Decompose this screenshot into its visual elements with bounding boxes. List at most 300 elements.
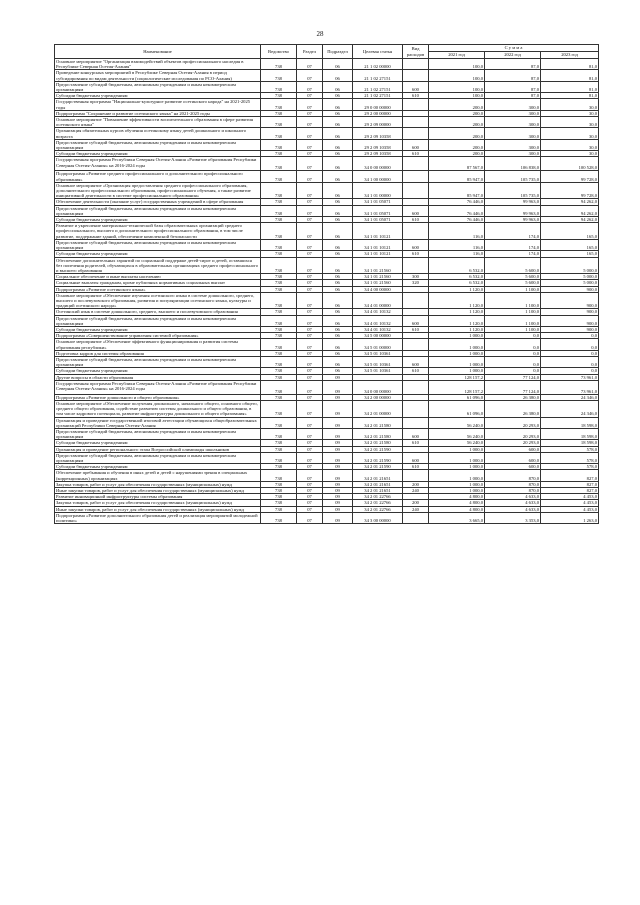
row-2021-cell: 1 120,0 xyxy=(429,292,485,309)
row-vedomstvo-cell: 738 xyxy=(261,274,297,280)
row-target-article-cell: 34 5 01 00000 xyxy=(353,339,403,350)
row-2022-cell: 99 963,0 xyxy=(485,217,541,223)
row-expense-type-cell: 600 xyxy=(403,356,429,367)
row-2021-cell: 128 157,2 xyxy=(429,374,485,380)
row-target-article-cell: 34 5 01 10361 xyxy=(353,350,403,356)
row-2022-cell: 870,0 xyxy=(485,481,541,487)
row-name-cell: Подпрограмма «Развитие осетинского языка» xyxy=(55,286,261,292)
row-2023-cell: 165,0 xyxy=(541,223,599,240)
row-2021-cell: 200,0 xyxy=(429,151,485,157)
row-razdel-cell: 07 xyxy=(297,488,323,494)
row-razdel-cell: 07 xyxy=(297,394,323,400)
row-2023-cell: 827,0 xyxy=(541,470,599,481)
row-expense-type-cell: 200 xyxy=(403,500,429,506)
row-2023-cell: 827,0 xyxy=(541,481,599,487)
row-2021-cell: 1 000,0 xyxy=(429,356,485,367)
row-2021-cell: 200,0 xyxy=(429,117,485,128)
row-target-article-cell: 34 0 00 00000 xyxy=(353,157,403,171)
row-2021-cell: 6 532,0 xyxy=(429,280,485,286)
header-year-2021: 2021 год xyxy=(429,52,485,59)
row-2021-cell: 1 000,0 xyxy=(429,470,485,481)
row-2023-cell: 1 263,0 xyxy=(541,512,599,523)
row-target-article-cell: 34 4 01 00000 xyxy=(353,292,403,309)
header-target-article: Целевая статья xyxy=(353,45,403,59)
row-2023-cell: 30,0 xyxy=(541,139,599,150)
row-vedomstvo-cell: 738 xyxy=(261,494,297,500)
row-expense-type-cell xyxy=(403,223,429,240)
row-2023-cell: 0,0 xyxy=(541,356,599,367)
table-row xyxy=(55,292,599,309)
row-razdel-cell: 07 xyxy=(297,257,323,274)
row-2022-cell: 0,0 xyxy=(485,333,541,339)
table-row xyxy=(55,128,599,139)
row-name-cell: Государственная программа "Национально-культурное развитие осетинского народа" на 2021-2025 годы xyxy=(55,99,261,110)
header-podrazdel: Подраздел xyxy=(323,45,353,59)
table-row xyxy=(55,315,599,326)
row-target-article-cell: 34 2 01 21580 xyxy=(353,428,403,439)
row-2022-cell: 26 380,0 xyxy=(485,394,541,400)
row-expense-type-cell: 300 xyxy=(403,274,429,280)
row-name-cell: Субсидии бюджетным учреждениям xyxy=(55,326,261,332)
row-2022-cell: 174,0 xyxy=(485,239,541,250)
row-razdel-cell: 07 xyxy=(297,128,323,139)
row-name-cell: Предоставление субсидий бюджетным, автономным учреждениям и иным некоммерческим организациям xyxy=(55,356,261,367)
table-row xyxy=(55,139,599,150)
row-razdel-cell: 07 xyxy=(297,81,323,92)
row-podrazdel-cell: 06 xyxy=(323,251,353,257)
row-expense-type-cell: 600 xyxy=(403,315,429,326)
row-podrazdel-cell: 09 xyxy=(323,481,353,487)
row-razdel-cell: 07 xyxy=(297,506,323,512)
row-razdel-cell: 07 xyxy=(297,151,323,157)
row-podrazdel-cell: 06 xyxy=(323,110,353,116)
row-2022-cell: 0,0 xyxy=(485,368,541,374)
row-razdel-cell: 07 xyxy=(297,339,323,350)
row-vedomstvo-cell: 738 xyxy=(261,128,297,139)
row-2022-cell: 87,0 xyxy=(485,81,541,92)
row-2022-cell: 87,0 xyxy=(485,70,541,81)
row-target-article-cell: 34 3 00 00000 xyxy=(353,512,403,523)
row-2022-cell: 300,0 xyxy=(485,128,541,139)
row-razdel-cell: 07 xyxy=(297,428,323,439)
row-2023-cell: 900,0 xyxy=(541,315,599,326)
row-2022-cell: 5 600,0 xyxy=(485,280,541,286)
row-razdel-cell: 07 xyxy=(297,99,323,110)
row-2021-cell: 1 000,0 xyxy=(429,350,485,356)
row-vedomstvo-cell: 738 xyxy=(261,239,297,250)
row-2023-cell: 0,0 xyxy=(541,339,599,350)
row-2022-cell: 4 633,0 xyxy=(485,506,541,512)
row-expense-type-cell: 200 xyxy=(403,481,429,487)
row-vedomstvo-cell: 738 xyxy=(261,488,297,494)
table-row xyxy=(55,171,599,182)
row-target-article-cell: 21 1 02 27151 xyxy=(353,81,403,92)
row-expense-type-cell: 600 xyxy=(403,81,429,92)
row-expense-type-cell: 610 xyxy=(403,217,429,223)
row-target-article-cell: 34 1 01 10121 xyxy=(353,251,403,257)
row-name-cell: Подготовка кадров для системы образования xyxy=(55,350,261,356)
row-name-cell: Развитие инновационной инфраструктуры системы образования xyxy=(55,494,261,500)
row-2023-cell: 30,0 xyxy=(541,117,599,128)
row-target-article-cell: 34 2 01 21590 xyxy=(353,446,403,452)
row-expense-type-cell xyxy=(403,99,429,110)
row-podrazdel-cell: 06 xyxy=(323,257,353,274)
row-vedomstvo-cell: 738 xyxy=(261,309,297,315)
row-podrazdel-cell: 09 xyxy=(323,428,353,439)
row-2022-cell: 5 600,0 xyxy=(485,274,541,280)
row-vedomstvo-cell: 738 xyxy=(261,93,297,99)
row-2023-cell: 578,0 xyxy=(541,446,599,452)
row-target-article-cell: 34 1 01 00000 xyxy=(353,182,403,199)
row-name-cell: Основное мероприятие «Обеспечение получения дошкольного, начального общего, основного общего, среднего общего образования, содействие развитию системы дошкольного и общего образования, в том числе кадрового потенциала, развитие инфраструктуры дошкольного и общего образования» xyxy=(55,400,261,417)
header-vedomstvo: Ведомство xyxy=(261,45,297,59)
row-2022-cell: 174,0 xyxy=(485,251,541,257)
row-target-article-cell: 34 2 01 21651 xyxy=(353,481,403,487)
row-podrazdel-cell: 06 xyxy=(323,59,353,70)
row-razdel-cell: 07 xyxy=(297,512,323,523)
row-2021-cell: 3 665,0 xyxy=(429,512,485,523)
row-2021-cell: 1 000,0 xyxy=(429,464,485,470)
row-razdel-cell: 07 xyxy=(297,315,323,326)
row-vedomstvo-cell: 738 xyxy=(261,280,297,286)
budget-table xyxy=(54,44,599,524)
row-name-cell: Предоставление субсидий бюджетным, автономным учреждениям и иным некоммерческим организациям xyxy=(55,205,261,216)
row-2021-cell: 76 446,0 xyxy=(429,199,485,205)
row-target-article-cell: 34 1 01 10121 xyxy=(353,239,403,250)
row-razdel-cell: 07 xyxy=(297,417,323,428)
row-vedomstvo-cell: 738 xyxy=(261,368,297,374)
row-2021-cell: 6 532,0 xyxy=(429,274,485,280)
row-expense-type-cell xyxy=(403,257,429,274)
row-razdel-cell: 07 xyxy=(297,356,323,367)
row-razdel-cell: 07 xyxy=(297,199,323,205)
row-expense-type-cell: 610 xyxy=(403,251,429,257)
row-target-article-cell: 34 2 01 21580 xyxy=(353,417,403,428)
row-vedomstvo-cell: 738 xyxy=(261,417,297,428)
row-razdel-cell: 07 xyxy=(297,239,323,250)
row-2021-cell: 87 567,0 xyxy=(429,157,485,171)
row-2023-cell: 0,0 xyxy=(541,350,599,356)
row-name-cell: Подпрограмма «Совершенствование управления системой образования» xyxy=(55,333,261,339)
row-target-article-cell: 29 2 09 10358 xyxy=(353,139,403,150)
row-2022-cell: 105 735,0 xyxy=(485,171,541,182)
row-2022-cell: 26 380,0 xyxy=(485,400,541,417)
row-name-cell: Подпрограмма «Развитие среднего профессионального и дополнительного профессионального образования» xyxy=(55,171,261,182)
row-target-article-cell: 34 1 01 21560 xyxy=(353,274,403,280)
row-target-article-cell: 29 0 00 00000 xyxy=(353,99,403,110)
row-vedomstvo-cell: 738 xyxy=(261,70,297,81)
row-2022-cell: 300,0 xyxy=(485,139,541,150)
row-name-cell: Основное мероприятие «Обеспечение эффективного функционирования и развития системы образования республики» xyxy=(55,339,261,350)
row-2021-cell: 1 000,0 xyxy=(429,452,485,463)
row-vedomstvo-cell: 738 xyxy=(261,171,297,182)
table-row xyxy=(55,239,599,250)
row-target-article-cell: 34 5 00 00000 xyxy=(353,333,403,339)
row-expense-type-cell: 240 xyxy=(403,506,429,512)
table-row xyxy=(55,59,599,70)
row-vedomstvo-cell: 738 xyxy=(261,356,297,367)
table-row xyxy=(55,417,599,428)
row-podrazdel-cell: 09 xyxy=(323,446,353,452)
row-podrazdel-cell: 06 xyxy=(323,205,353,216)
row-podrazdel-cell: 06 xyxy=(323,274,353,280)
row-target-article-cell: 34 5 01 10361 xyxy=(353,356,403,367)
row-expense-type-cell: 600 xyxy=(403,139,429,150)
row-2023-cell: 18 598,0 xyxy=(541,440,599,446)
row-2022-cell: 0,0 xyxy=(485,350,541,356)
row-razdel-cell: 07 xyxy=(297,59,323,70)
row-2021-cell: 128 157,2 xyxy=(429,380,485,394)
row-target-article-cell: 34 1 01 21560 xyxy=(353,257,403,274)
row-2022-cell: 20 293,0 xyxy=(485,417,541,428)
row-podrazdel-cell: 06 xyxy=(323,326,353,332)
row-vedomstvo-cell: 738 xyxy=(261,506,297,512)
table-body xyxy=(55,59,599,524)
row-2021-cell: 116,0 xyxy=(429,223,485,240)
row-podrazdel-cell: 06 xyxy=(323,309,353,315)
row-2023-cell: 94 262,0 xyxy=(541,217,599,223)
row-name-cell: Субсидии бюджетным учреждениям xyxy=(55,368,261,374)
row-expense-type-cell: 610 xyxy=(403,368,429,374)
row-vedomstvo-cell: 738 xyxy=(261,452,297,463)
row-2023-cell: 0,0 xyxy=(541,368,599,374)
row-2022-cell: 870,0 xyxy=(485,488,541,494)
row-target-article-cell: 29 2 09 00000 xyxy=(353,117,403,128)
row-razdel-cell: 07 xyxy=(297,117,323,128)
row-vedomstvo-cell: 738 xyxy=(261,315,297,326)
row-target-article-cell: 34 2 01 22766 xyxy=(353,500,403,506)
row-2023-cell: 4 453,0 xyxy=(541,500,599,506)
row-razdel-cell: 07 xyxy=(297,368,323,374)
row-2023-cell: 24 346,0 xyxy=(541,394,599,400)
row-2023-cell: 100 528,0 xyxy=(541,157,599,171)
row-target-article-cell: 34 0 00 00000 xyxy=(353,380,403,394)
row-vedomstvo-cell: 738 xyxy=(261,440,297,446)
row-name-cell: Предоставление субсидий бюджетным, автономным учреждениям и иным некоммерческим организациям xyxy=(55,239,261,250)
row-razdel-cell: 07 xyxy=(297,292,323,309)
row-name-cell: Другие вопросы в области образования xyxy=(55,374,261,380)
row-name-cell: Предоставление субсидий бюджетным, автономным учреждениям и иным некоммерческим организациям xyxy=(55,139,261,150)
row-2023-cell: 30,0 xyxy=(541,128,599,139)
row-razdel-cell: 07 xyxy=(297,374,323,380)
row-2021-cell: 1 000,0 xyxy=(429,368,485,374)
row-podrazdel-cell: 09 xyxy=(323,440,353,446)
row-podrazdel-cell: 09 xyxy=(323,512,353,523)
row-name-cell: Закупка товаров, работ и услуг для обеспечения государственных (муниципальных) нужд xyxy=(55,481,261,487)
row-2021-cell: 100,0 xyxy=(429,93,485,99)
row-2022-cell: 105 735,0 xyxy=(485,182,541,199)
row-vedomstvo-cell: 738 xyxy=(261,257,297,274)
row-vedomstvo-cell: 738 xyxy=(261,199,297,205)
row-podrazdel-cell: 06 xyxy=(323,223,353,240)
row-2023-cell: 99 728,0 xyxy=(541,171,599,182)
row-expense-type-cell: 610 xyxy=(403,151,429,157)
row-expense-type-cell xyxy=(403,182,429,199)
row-2022-cell: 20 293,0 xyxy=(485,428,541,439)
row-podrazdel-cell: 09 xyxy=(323,488,353,494)
row-name-cell: Иные закупки товаров, работ и услуг для обеспечения государственных (муниципальных) нужд xyxy=(55,488,261,494)
row-razdel-cell: 07 xyxy=(297,223,323,240)
row-name-cell: Обеспечение дополнительных гарантий по социальной поддержке детей-сирот и детей, оставшихся без попечения родителей, обучающихся в образовательных организациях среднего профессионального и высшего образования xyxy=(55,257,261,274)
row-name-cell: Субсидии бюджетным учреждениям xyxy=(55,251,261,257)
row-vedomstvo-cell: 738 xyxy=(261,292,297,309)
row-2022-cell: 600,0 xyxy=(485,446,541,452)
row-expense-type-cell xyxy=(403,157,429,171)
row-2021-cell: 1 120,0 xyxy=(429,286,485,292)
row-2021-cell: 200,0 xyxy=(429,99,485,110)
row-name-cell: Осетинский язык в системе дошкольного, среднего, высшего и послевузовского образования xyxy=(55,309,261,315)
row-podrazdel-cell: 06 xyxy=(323,368,353,374)
row-2023-cell: 18 598,0 xyxy=(541,428,599,439)
row-2021-cell: 100,0 xyxy=(429,70,485,81)
row-expense-type-cell: 610 xyxy=(403,326,429,332)
row-vedomstvo-cell: 738 xyxy=(261,380,297,394)
row-2023-cell: 4 453,0 xyxy=(541,506,599,512)
row-2023-cell: 900,0 xyxy=(541,292,599,309)
row-2021-cell: 85 947,0 xyxy=(429,182,485,199)
row-2023-cell: 578,0 xyxy=(541,452,599,463)
row-target-article-cell: 34 1 01 05071 xyxy=(353,199,403,205)
header-sum: С у м м а xyxy=(429,45,599,52)
row-podrazdel-cell: 06 xyxy=(323,81,353,92)
row-target-article-cell: 34 1 01 10121 xyxy=(353,223,403,240)
row-podrazdel-cell: 09 xyxy=(323,394,353,400)
row-2022-cell: 1 100,0 xyxy=(485,286,541,292)
row-vedomstvo-cell: 738 xyxy=(261,333,297,339)
row-podrazdel-cell: 06 xyxy=(323,128,353,139)
row-vedomstvo-cell: 738 xyxy=(261,182,297,199)
row-vedomstvo-cell: 738 xyxy=(261,326,297,332)
row-2023-cell: 900,0 xyxy=(541,326,599,332)
row-2021-cell: 76 446,0 xyxy=(429,205,485,216)
row-podrazdel-cell: 09 xyxy=(323,417,353,428)
row-expense-type-cell: 610 xyxy=(403,440,429,446)
row-target-article-cell: 34 2 00 00000 xyxy=(353,394,403,400)
row-2022-cell: 600,0 xyxy=(485,452,541,463)
row-expense-type-cell xyxy=(403,171,429,182)
row-podrazdel-cell: 09 xyxy=(323,374,353,380)
row-target-article-cell: 21 1 02 27151 xyxy=(353,70,403,81)
row-podrazdel-cell: 06 xyxy=(323,117,353,128)
row-target-article-cell: 34 4 01 10132 xyxy=(353,326,403,332)
row-vedomstvo-cell: 738 xyxy=(261,99,297,110)
row-razdel-cell: 07 xyxy=(297,464,323,470)
row-name-cell: Организация и проведение регионального этапа Всероссийской олимпиады школьников xyxy=(55,446,261,452)
row-2022-cell: 4 633,0 xyxy=(485,494,541,500)
row-target-article-cell: 34 4 01 10132 xyxy=(353,309,403,315)
row-expense-type-cell: 600 xyxy=(403,452,429,463)
row-2023-cell: 81,0 xyxy=(541,81,599,92)
row-2023-cell: 165,0 xyxy=(541,239,599,250)
row-podrazdel-cell: 06 xyxy=(323,286,353,292)
row-2021-cell: 116,0 xyxy=(429,239,485,250)
row-expense-type-cell: 610 xyxy=(403,93,429,99)
row-2022-cell: 106 838,0 xyxy=(485,157,541,171)
row-podrazdel-cell: 06 xyxy=(323,70,353,81)
row-name-cell: Развитие и укрепление материально-технической базы образовательных организаций среднего профессионального, высшего и дополнительного профессионального образования, в том числе развитие, поддержание зданий, обеспечение комплексной безопасности xyxy=(55,223,261,240)
row-vedomstvo-cell: 738 xyxy=(261,157,297,171)
row-podrazdel-cell: 06 xyxy=(323,182,353,199)
row-2023-cell: 0,0 xyxy=(541,333,599,339)
row-podrazdel-cell: 06 xyxy=(323,333,353,339)
row-podrazdel-cell: 06 xyxy=(323,93,353,99)
row-vedomstvo-cell: 738 xyxy=(261,217,297,223)
row-podrazdel-cell: 06 xyxy=(323,292,353,309)
row-expense-type-cell xyxy=(403,59,429,70)
row-expense-type-cell: 600 xyxy=(403,428,429,439)
row-name-cell: Предоставление субсидий бюджетным, автономным учреждениям и иным некоммерческим организациям xyxy=(55,452,261,463)
row-2021-cell: 1 120,0 xyxy=(429,326,485,332)
row-2022-cell: 4 633,0 xyxy=(485,500,541,506)
row-2023-cell: 73 961,0 xyxy=(541,374,599,380)
row-name-cell: Подпрограмма "Сохранение и развитие осетинского языка" на 2021-2025 годы xyxy=(55,110,261,116)
row-2023-cell: 30,0 xyxy=(541,99,599,110)
row-2022-cell: 870,0 xyxy=(485,470,541,481)
row-expense-type-cell: 600 xyxy=(403,239,429,250)
row-vedomstvo-cell: 738 xyxy=(261,400,297,417)
row-2023-cell: 165,0 xyxy=(541,251,599,257)
row-razdel-cell: 07 xyxy=(297,333,323,339)
row-podrazdel-cell: 06 xyxy=(323,217,353,223)
row-razdel-cell: 07 xyxy=(297,70,323,81)
row-expense-type-cell: 600 xyxy=(403,205,429,216)
row-vedomstvo-cell: 738 xyxy=(261,464,297,470)
row-razdel-cell: 07 xyxy=(297,251,323,257)
row-name-cell: Основное мероприятие "Повышение эффективности воспитательного образования в сфере развития осетинского языка" xyxy=(55,117,261,128)
row-razdel-cell: 07 xyxy=(297,286,323,292)
row-2022-cell: 1 100,0 xyxy=(485,292,541,309)
row-expense-type-cell xyxy=(403,339,429,350)
row-razdel-cell: 07 xyxy=(297,217,323,223)
row-vedomstvo-cell: 738 xyxy=(261,339,297,350)
row-2023-cell: 30,0 xyxy=(541,110,599,116)
table-row xyxy=(55,470,599,481)
row-2021-cell: 1 000,0 xyxy=(429,333,485,339)
row-expense-type-cell xyxy=(403,380,429,394)
row-target-article-cell: 21 1 02 27151 xyxy=(353,93,403,99)
header-year-2023: 2023 год xyxy=(541,52,599,59)
row-razdel-cell: 07 xyxy=(297,171,323,182)
row-2021-cell: 1 000,0 xyxy=(429,446,485,452)
row-2022-cell: 300,0 xyxy=(485,110,541,116)
row-expense-type-cell xyxy=(403,512,429,523)
row-2023-cell: 900,0 xyxy=(541,309,599,315)
row-target-article-cell: 34 1 00 00000 xyxy=(353,171,403,182)
row-2022-cell: 300,0 xyxy=(485,151,541,157)
row-2022-cell: 1 100,0 xyxy=(485,309,541,315)
row-2022-cell: 99 963,0 xyxy=(485,199,541,205)
row-razdel-cell: 07 xyxy=(297,350,323,356)
row-2022-cell: 0,0 xyxy=(485,339,541,350)
row-2021-cell: 200,0 xyxy=(429,139,485,150)
row-name-cell: Социальное обеспечение и иные выплаты населению xyxy=(55,274,261,280)
row-2022-cell: 77 124,0 xyxy=(485,380,541,394)
row-2021-cell: 1 120,0 xyxy=(429,309,485,315)
row-2021-cell: 1 120,0 xyxy=(429,315,485,326)
row-razdel-cell: 07 xyxy=(297,380,323,394)
row-2021-cell: 200,0 xyxy=(429,110,485,116)
row-2023-cell: 99 728,0 xyxy=(541,182,599,199)
row-2022-cell: 1 100,0 xyxy=(485,315,541,326)
row-podrazdel-cell: 06 xyxy=(323,171,353,182)
row-target-article-cell: 34 4 01 10132 xyxy=(353,315,403,326)
row-2021-cell: 56 240,0 xyxy=(429,417,485,428)
row-2023-cell: 81,0 xyxy=(541,70,599,81)
row-name-cell: Организация обязательных курсов обучения осетинскому языку детей дошкольного и школьного возраста xyxy=(55,128,261,139)
row-podrazdel-cell: 09 xyxy=(323,500,353,506)
row-2022-cell: 20 293,0 xyxy=(485,440,541,446)
row-2021-cell: 100,0 xyxy=(429,59,485,70)
